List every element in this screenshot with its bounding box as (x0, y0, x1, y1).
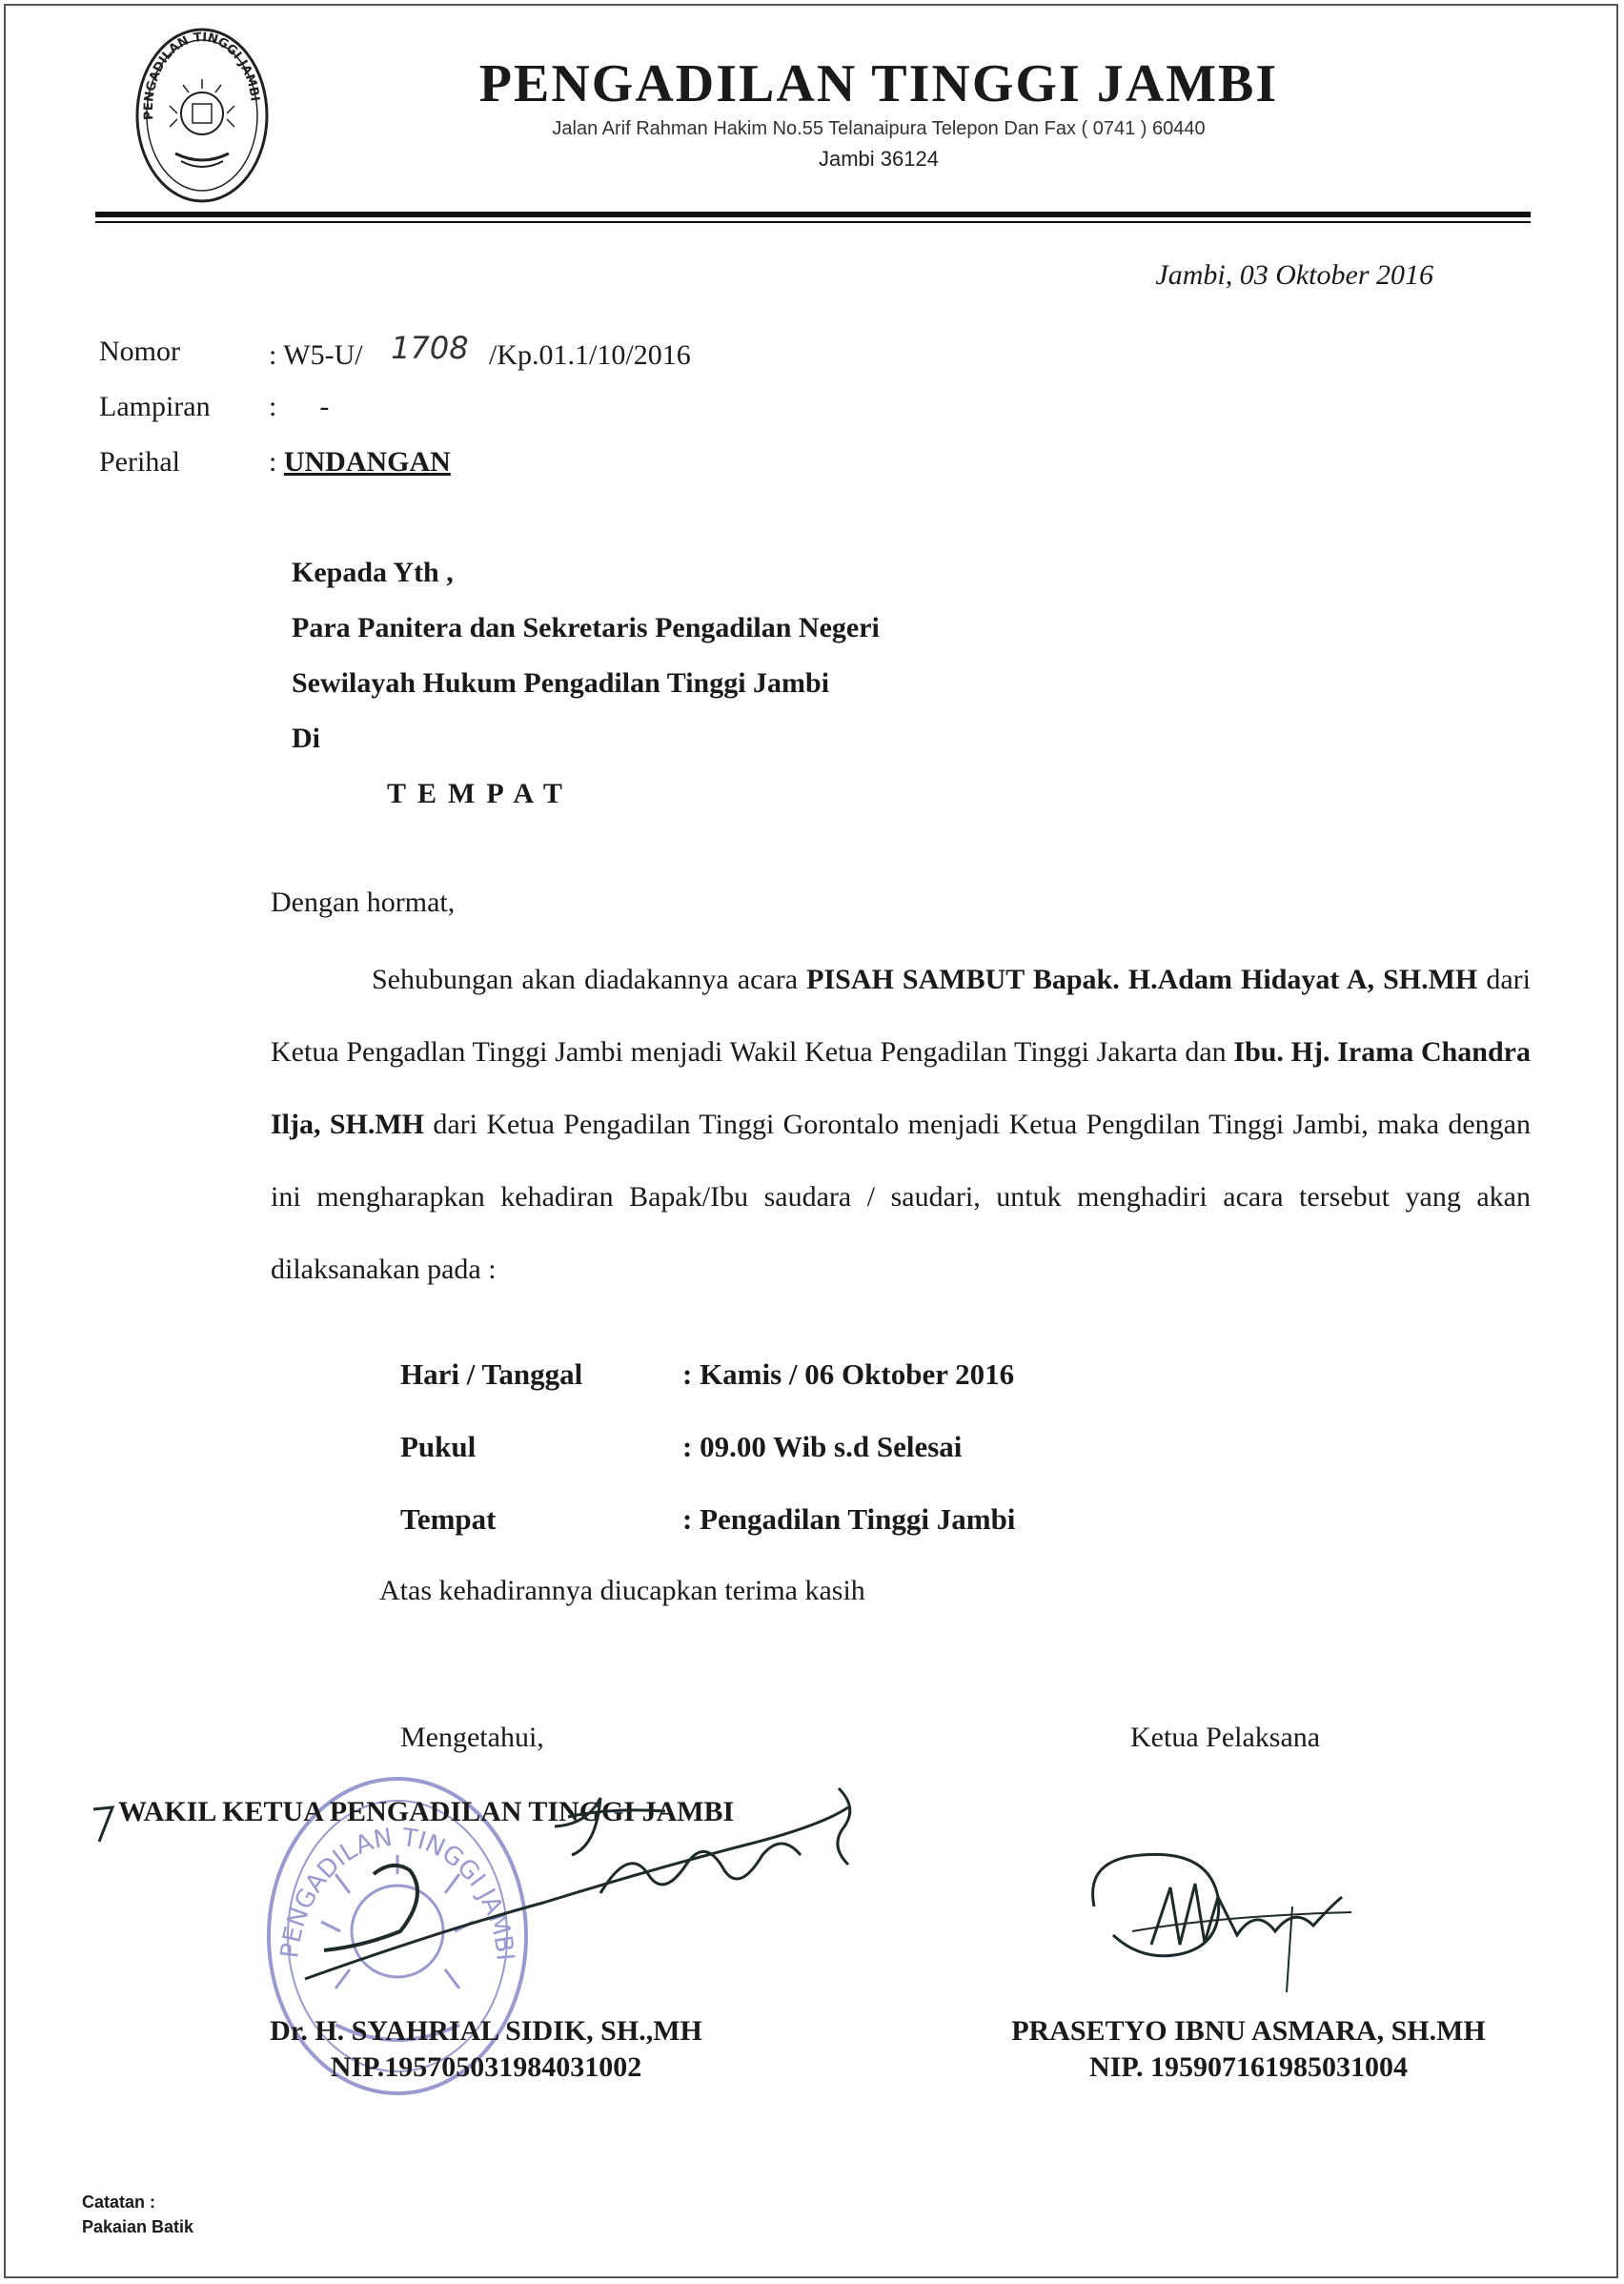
nomor-suffix: /Kp.01.1/10/2016 (489, 339, 691, 371)
letterhead-title: PENGADILAN TINGGI JAMBI (478, 54, 1279, 113)
recipient-line-2: Para Panitera dan Sekretaris Pengadilan Negeri (292, 612, 880, 643)
note-label: Catatan : (82, 2192, 156, 2212)
left-signer-name: Dr. H. SYAHRIAL SIDIK, SH.,MH (270, 2015, 702, 2047)
perihal-value: UNDANGAN (283, 446, 451, 478)
left-sign-title: WAKIL KETUA PENGADILAN TINGGI JAMBI (118, 1796, 735, 1827)
right-signer-name: PRASETYO IBNU ASMARA, SH.MH (1011, 2015, 1486, 2047)
left-signature (286, 1779, 877, 2008)
body-p3: dari Ketua Pengadilan Tinggi Gorontalo menjadi Ketua Pengdilan Tinggi Jambi, maka dengan ini mengharapkan kehadiran Bapak/Ibu saudara / saudari, untuk menghadiri acara tersebut yang akan dilaksanakan pada : (271, 1109, 1532, 1285)
detail-value-time: : 09.00 Wib s.d Selesai (682, 1430, 963, 1463)
stamp-text: PENGADILAN TINGGI JAMBI (275, 1823, 519, 1962)
greeting: Dengan hormat, (271, 887, 456, 918)
lampiran-value: : - (269, 391, 330, 422)
nomor-prefix: : W5-U/ (269, 339, 363, 371)
detail-label-date: Hari / Tanggal (400, 1357, 583, 1391)
nomor-value (269, 330, 691, 372)
perihal-value-row (269, 446, 451, 479)
letterhead-address: Jalan Arif Rahman Hakim No.55 Telanaipura Telepon Dan Fax ( 0741 ) 60440 (552, 118, 1206, 139)
perihal-colon: : (269, 446, 277, 478)
body-paragraph (271, 944, 1531, 1306)
body-p1-bold: PISAH SAMBUT Bapak. H.Adam Hidayat A, SH.MH (806, 964, 1478, 995)
court-seal-logo (132, 24, 273, 207)
body-p1: Sehubungan akan diadakannya acara (372, 964, 807, 995)
recipient-line-4: Di (292, 723, 320, 754)
recipient-line-3: Sewilayah Hukum Pengadilan Tinggi Jambi (292, 667, 830, 699)
svg-text:PENGADILAN TINGGI JAMBI: PENGADILAN TINGGI JAMBI (141, 31, 262, 121)
right-sign-label: Ketua Pelaksana (1130, 1722, 1321, 1753)
recipient-line-1: Kepada Yth , (292, 557, 454, 588)
body-p2-bold: Ibu. Hj. Irama Chandra Ilja, SH.MH (271, 1036, 1531, 1140)
perihal-label: Perihal (99, 446, 180, 478)
tick-mark-icon (90, 1800, 118, 1847)
note-value: Pakaian Batik (82, 2217, 194, 2236)
lampiran-label: Lampiran (99, 391, 211, 422)
detail-label-place: Tempat (400, 1502, 497, 1536)
nomor-label: Nomor (99, 336, 180, 367)
recipient-line-5: TEMPAT (387, 778, 574, 809)
detail-label-time: Pukul (400, 1430, 477, 1463)
letterhead-rule-thin (95, 221, 1531, 223)
nomor-handwritten: 1708 (391, 330, 469, 366)
letterhead-city: Jambi 36124 (819, 147, 939, 171)
right-signer-nip: NIP. 195907161985031004 (1089, 2051, 1408, 2083)
body-p2: dari Ketua Pengadlan Tinggi Jambi menjadi Wakil Ketua Pengadilan Tinggi Jakarta dan (271, 964, 1531, 1068)
closing-text: Atas kehadirannya diucapkan terima kasih (379, 1575, 865, 1606)
detail-value-place: : Pengadilan Tinggi Jambi (682, 1502, 1016, 1536)
letterhead-rule-thick (95, 212, 1531, 217)
detail-value-date: : Kamis / 06 Oktober 2016 (682, 1357, 1015, 1391)
left-signer-nip: NIP.195705031984031002 (330, 2051, 642, 2083)
left-sign-label: Mengetahui, (400, 1722, 544, 1753)
letter-date: Jambi, 03 Oktober 2016 (1155, 259, 1433, 291)
right-signature (1075, 1840, 1361, 2002)
